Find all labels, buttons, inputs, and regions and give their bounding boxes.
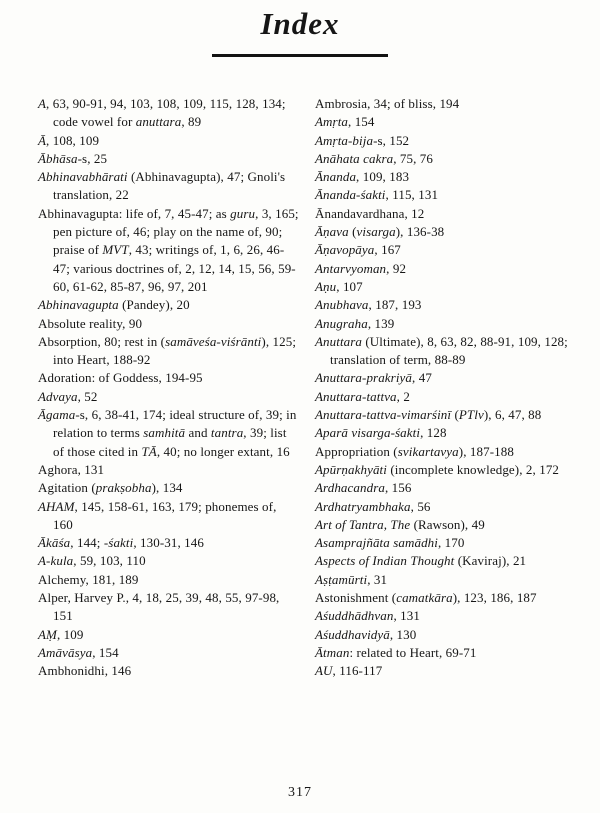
index-columns	[0, 95, 600, 681]
entry-term: svikartavya	[397, 443, 459, 459]
index-entry	[38, 205, 299, 296]
entry-text: Alper, Harvey P., 4, 18, 25, 39, 48, 55, 97-98, 151	[38, 590, 280, 624]
index-entry	[315, 644, 576, 662]
index-entry	[38, 662, 299, 680]
entry-text: , 144; -	[70, 535, 109, 551]
index-entry	[38, 498, 299, 535]
index-entry	[38, 296, 299, 314]
entry-term: Amāvāsya	[38, 644, 93, 660]
entry-term: Aśuddhavidyā	[315, 626, 390, 642]
entry-text: , 109, 183	[356, 169, 410, 185]
index-entry	[315, 406, 576, 424]
index-entry	[315, 113, 576, 131]
entry-term: MVT	[102, 242, 129, 258]
index-entry	[315, 479, 576, 497]
index-entry	[38, 150, 299, 168]
entry-term: Ākāśa	[38, 535, 71, 551]
entry-text: , 131	[393, 608, 420, 624]
index-entry	[38, 644, 299, 662]
entry-term: Anuttara-tattva	[315, 388, 397, 404]
entry-text: Appropriation (	[315, 443, 398, 459]
entry-text: ), 125; into Heart, 188-92	[53, 333, 297, 368]
page-title: Index	[260, 6, 340, 41]
entry-text: , 156	[384, 480, 412, 496]
index-entry	[38, 479, 299, 497]
index-entry	[315, 186, 576, 204]
entry-term: Abhinavabhārati	[38, 169, 128, 185]
index-entry	[38, 534, 299, 552]
index-entry	[315, 516, 576, 534]
entry-term: Āṇavopāya	[315, 242, 375, 258]
entry-term: AHAM	[38, 498, 75, 514]
entry-text: , 3, 165; pen picture of, 46; play on the name of, 90; praise of	[53, 205, 299, 258]
entry-term: AṂ	[38, 626, 57, 642]
entry-text: , 52	[77, 388, 98, 404]
entry-text: , 31	[367, 571, 388, 587]
entry-term: Asamprajñāta samādhi	[315, 535, 438, 551]
entry-text: , 154	[348, 114, 375, 130]
index-entry	[38, 552, 299, 570]
entry-text: -s, 25	[77, 150, 108, 166]
entry-text: (Rawson), 49	[410, 516, 485, 532]
entry-text: (Pandey), 20	[118, 297, 190, 313]
index-entry	[315, 132, 576, 150]
index-entry	[315, 626, 576, 644]
index-entry	[38, 461, 299, 479]
entry-text: Ānandavardhana, 12	[315, 205, 425, 221]
entry-text: , 2	[396, 388, 410, 404]
entry-term: Advaya	[38, 388, 78, 404]
entry-text: Alchemy, 181, 189	[38, 571, 139, 587]
entry-text: , 107	[336, 278, 363, 294]
entry-text: , 167	[374, 242, 401, 258]
entry-text: (Abhinavagupta), 47; Gnoli's translation, 22	[53, 169, 286, 203]
entry-term: Anuttara	[315, 333, 363, 349]
entry-text: , 130	[389, 626, 417, 642]
entry-term: Aparā visarga-śakti	[315, 425, 421, 441]
entry-text: , 187, 193	[368, 297, 422, 313]
index-entry	[315, 607, 576, 625]
entry-term: samāveśa-viśrānti	[165, 333, 262, 349]
index-entry	[315, 461, 576, 479]
entry-text: Absorption, 80; rest in (	[38, 333, 166, 349]
index-entry	[315, 388, 576, 406]
entry-text: : related to Heart, 69-71	[349, 644, 477, 660]
entry-term: Ānanda	[315, 169, 357, 185]
entry-term: śakti	[108, 535, 134, 551]
entry-text: and	[185, 425, 211, 441]
entry-term: Ānanda-śakti	[315, 187, 386, 203]
index-entry	[315, 498, 576, 516]
entry-text: ), 134	[151, 480, 183, 496]
index-entry	[315, 278, 576, 296]
entry-text: Absolute reality, 90	[38, 315, 143, 331]
index-entry	[38, 589, 299, 626]
entry-text: ), 136-38	[395, 224, 445, 240]
entry-text: -s, 6, 38-41, 174; ideal structure of, 39; in relation to terms	[53, 407, 297, 441]
entry-text: , 92	[386, 260, 407, 276]
index-entry	[38, 571, 299, 589]
entry-text: Ambrosia, 34; of bliss, 194	[315, 96, 460, 111]
index-entry	[315, 315, 576, 333]
index-entry	[315, 662, 576, 680]
entry-text: (incomplete knowledge), 2, 172	[386, 461, 560, 477]
index-entry	[315, 260, 576, 278]
entry-text: (	[451, 407, 459, 423]
entry-term: Anuttara-prakriyā	[315, 370, 413, 386]
index-column-right	[315, 95, 576, 681]
entry-text: , 116-117	[332, 663, 383, 679]
entry-text: -s, 152	[373, 132, 410, 148]
entry-text: Agitation (	[38, 480, 96, 496]
index-entry	[38, 315, 299, 333]
entry-term: Amṛta-bija	[315, 132, 374, 148]
entry-text: , 145, 158-61, 163, 179; phonemes of, 160	[53, 498, 277, 532]
entry-text: Abhinavagupta: life of, 7, 45-47; as	[38, 205, 231, 221]
index-entry	[38, 406, 299, 461]
index-entry	[38, 388, 299, 406]
title-divider	[212, 54, 388, 57]
entry-text: ), 6, 47, 88	[483, 407, 542, 423]
entry-text: Astonishment (	[315, 590, 397, 606]
entry-term: Amṛta	[315, 114, 348, 130]
entry-text: , 128	[420, 425, 447, 441]
entry-text: , 75, 76	[393, 150, 434, 166]
entry-term: prakṣobha	[95, 480, 152, 496]
entry-text: , 108, 109	[46, 132, 100, 148]
entry-term: Ardhacandra	[315, 480, 385, 496]
entry-term: Apūrṇakhyāti	[315, 461, 387, 477]
entry-term: AU	[315, 663, 333, 679]
entry-term: PTlv	[458, 407, 484, 423]
index-entry	[38, 168, 299, 205]
index-entry	[38, 333, 299, 370]
entry-text: , 43; writings of, 1, 6, 26, 46-47; various doctrines of, 2, 12, 14, 15, 56, 59-60, 61-62, 85-87, 96, 97, 201	[53, 242, 296, 294]
entry-term: Ardhatryambhaka	[315, 498, 411, 514]
entry-text: , 115, 131	[385, 187, 439, 203]
entry-term: Āgama	[38, 407, 76, 423]
index-entry	[38, 369, 299, 387]
entry-text: , 40; no longer extant, 16	[156, 443, 290, 459]
entry-term: guru	[230, 205, 256, 221]
entry-text: , 47	[412, 370, 432, 386]
index-entry	[315, 424, 576, 442]
entry-text: , 39; list of those cited in	[53, 425, 287, 459]
entry-term: Ā	[38, 132, 47, 148]
entry-text: , 109	[56, 626, 84, 642]
entry-text: , 56	[410, 498, 431, 514]
entry-term: Aṣṭamūrti	[315, 571, 368, 587]
entry-term: Anugraha	[315, 315, 368, 331]
index-entry	[315, 205, 576, 223]
index-entry	[315, 552, 576, 570]
entry-text: , 63, 90-91, 94, 103, 108, 109, 115, 128, 134; code vowel for	[46, 96, 286, 130]
entry-text: , 139	[367, 315, 395, 331]
index-entry	[38, 132, 299, 150]
entry-term: Anubhava	[315, 297, 369, 313]
index-entry	[315, 369, 576, 387]
index-entry	[315, 571, 576, 589]
entry-term: Aśuddhādhvan	[315, 608, 394, 624]
index-entry	[315, 150, 576, 168]
entry-term: A	[38, 96, 47, 111]
entry-term: camatkāra	[396, 590, 453, 606]
entry-text: , 170	[437, 535, 465, 551]
entry-term: Anāhata cakra	[315, 150, 394, 166]
entry-term: anuttara	[135, 114, 182, 130]
entry-text: (Kaviraj), 21	[454, 553, 527, 569]
page-number: 317	[288, 785, 312, 800]
entry-term: samhitā	[143, 425, 186, 441]
entry-text: , 59, 103, 110	[73, 553, 146, 569]
index-entry	[315, 168, 576, 186]
entry-term: Anuttara-tattva-vimarśinī	[315, 407, 452, 423]
entry-text: Ambhonidhi, 146	[38, 663, 132, 679]
index-entry	[315, 95, 576, 113]
index-entry	[38, 626, 299, 644]
index-entry	[315, 296, 576, 314]
entry-term: Aspects of Indian Thought	[315, 553, 455, 569]
entry-text: (	[348, 224, 357, 240]
entry-text: Adoration: of Goddess, 194-95	[38, 370, 203, 386]
entry-term: visarga	[356, 224, 396, 240]
entry-term: TĀ	[141, 443, 157, 459]
index-entry	[315, 589, 576, 607]
entry-text: ), 187-188	[458, 443, 514, 459]
index-entry	[315, 333, 576, 370]
entry-term: Āṇava	[315, 224, 349, 240]
entry-text: , 154	[92, 644, 119, 660]
index-entry	[315, 443, 576, 461]
entry-text: (Ultimate), 8, 63, 82, 88-91, 109, 128; translation of term, 88-89	[330, 333, 568, 368]
index-entry	[315, 241, 576, 259]
entry-term: tantra	[210, 425, 244, 441]
index-column-left	[38, 95, 299, 681]
index-entry	[38, 95, 299, 132]
entry-term: Art of Tantra, The	[315, 516, 411, 532]
entry-text: , 89	[181, 114, 202, 130]
entry-text: ), 123, 186, 187	[452, 590, 537, 606]
entry-term: Antarvyoman	[315, 260, 387, 276]
entry-term: Abhinavagupta	[38, 297, 119, 313]
entry-term: Ābhāsa	[38, 150, 78, 166]
entry-term: Aṇu	[315, 278, 337, 294]
entry-text: , 130-31, 146	[133, 535, 204, 551]
entry-term: Ātman	[315, 644, 350, 660]
index-entry	[315, 223, 576, 241]
index-entry	[315, 534, 576, 552]
entry-text: Aghora, 131	[38, 461, 105, 477]
entry-term: A-kula	[38, 553, 74, 569]
